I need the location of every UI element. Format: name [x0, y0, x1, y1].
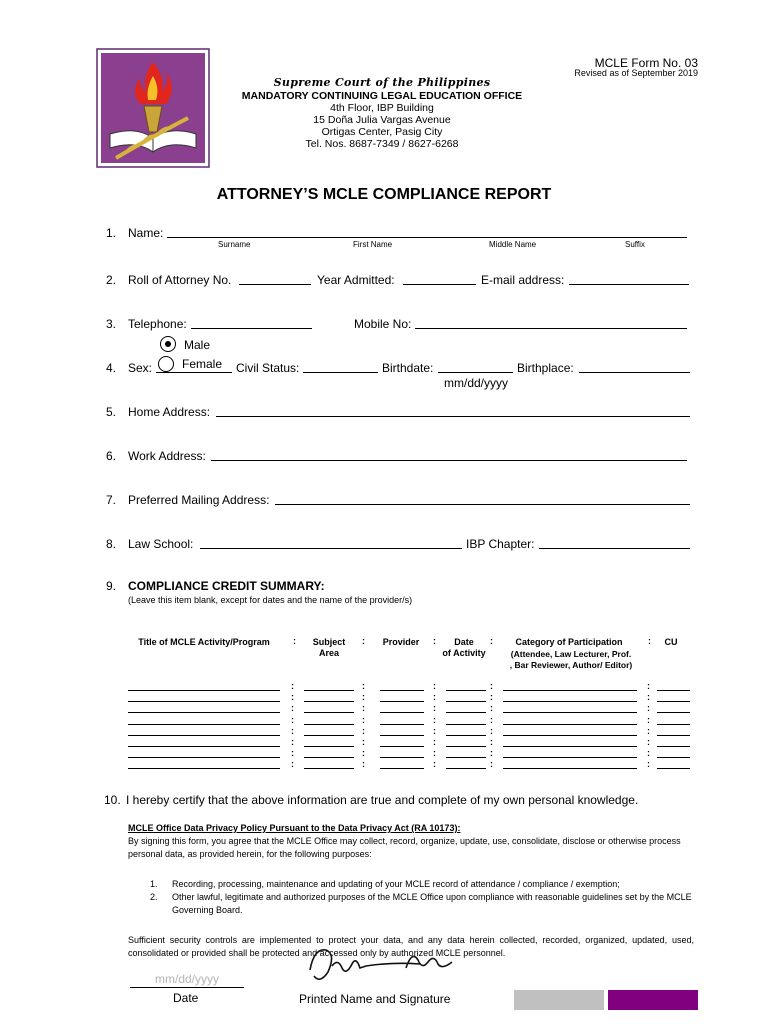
row-colon: : — [291, 725, 294, 736]
signature-line — [270, 987, 490, 988]
table-cell-line[interactable] — [304, 757, 354, 758]
table-cell-line[interactable] — [128, 690, 280, 691]
table-cell-line[interactable] — [380, 701, 424, 702]
row-colon: : — [647, 714, 650, 725]
sex-male-radio[interactable] — [160, 336, 176, 352]
row-colon: : — [433, 725, 436, 736]
table-cell-line[interactable] — [503, 746, 637, 747]
footer-purple-bar — [608, 990, 698, 1010]
field-home-row: 5. Home Address: — [106, 405, 211, 419]
court-name: Supreme Court of the Philippines — [273, 76, 491, 89]
table-cell-line[interactable] — [657, 712, 690, 713]
row-colon: : — [433, 714, 436, 725]
row-colon: : — [362, 692, 365, 703]
col-category-note: (Attendee, Law Lecturer, Prof. , Bar Reviewer, Author/ Editor) — [509, 649, 633, 670]
row-colon: : — [647, 759, 650, 770]
table-cell-line[interactable] — [503, 690, 637, 691]
table-cell-line[interactable] — [503, 724, 637, 725]
row-colon: : — [490, 714, 493, 725]
privacy-item-1-num: 1. — [150, 879, 158, 889]
work-address-label: Work Address: — [128, 449, 206, 463]
sex-label: Sex: — [128, 361, 153, 375]
row-colon: : — [291, 737, 294, 747]
report-title: ATTORNEY’S MCLE COMPLIANCE REPORT — [216, 186, 552, 203]
row-colon: : — [490, 703, 493, 714]
privacy-heading: MCLE Office Data Privacy Policy Pursuant to the Data Privacy Act (RA 10173): — [128, 823, 461, 833]
row-colon: : — [362, 748, 365, 759]
table-cell-line[interactable] — [503, 701, 637, 702]
row-colon: : — [490, 737, 493, 747]
privacy-intro: By signing this form, you agree that the MCLE Office may collect, record, organize, update, use, consolidate, disclose or otherwise process personal data, as provided herein, for the following purposes: — [128, 836, 681, 859]
address-line-3: Ortigas Center, Pasig City — [321, 126, 443, 138]
form-number: MCLE Form No. 03 — [594, 56, 698, 70]
table-cell-line[interactable] — [128, 701, 280, 702]
table-cell-line[interactable] — [657, 701, 690, 702]
certify-text: I hereby certify that the above information are true and complete of my own personal knowledge. — [126, 793, 639, 807]
table-cell-line[interactable] — [446, 735, 486, 736]
table-cell-line[interactable] — [657, 768, 690, 769]
header-colon: : — [490, 636, 493, 646]
table-cell-line[interactable] — [446, 757, 486, 758]
row-colon: : — [647, 692, 650, 703]
field-telephone-row: 3. Telephone: — [106, 317, 187, 331]
row-colon: : — [490, 748, 493, 759]
table-cell-line[interactable] — [446, 712, 486, 713]
mobile-input[interactable] — [415, 328, 687, 329]
table-cell-line[interactable] — [503, 712, 637, 713]
row-colon: : — [291, 692, 294, 703]
suffix-caption: Suffix — [625, 240, 645, 249]
table-cell-line[interactable] — [380, 712, 424, 713]
table-cell-line[interactable] — [503, 735, 637, 736]
row-colon: : — [433, 681, 436, 691]
table-cell-line[interactable] — [304, 735, 354, 736]
row-colon: : — [490, 725, 493, 736]
table-cell-line[interactable] — [446, 690, 486, 691]
ibp-chapter-label: IBP Chapter: — [466, 537, 535, 551]
birthdate-label: Birthdate: — [382, 361, 434, 375]
table-cell-line[interactable] — [380, 690, 424, 691]
header-colon: : — [362, 636, 365, 646]
date-input-placeholder[interactable]: mm/dd/yyyy — [155, 972, 220, 986]
field-work-row: 6. Work Address: — [106, 449, 206, 463]
row-colon: : — [647, 737, 650, 747]
table-cell-line[interactable] — [128, 712, 280, 713]
row-colon: : — [490, 681, 493, 691]
row-colon: : — [433, 737, 436, 747]
col-provider-header: Provider — [382, 637, 420, 647]
field-name-row: 1. Name: — [106, 226, 164, 240]
table-cell-line[interactable] — [304, 712, 354, 713]
row-colon: : — [362, 725, 365, 736]
middle-name-caption: Middle Name — [489, 240, 537, 249]
telephone-numbers: Tel. Nos. 8687-7349 / 8627-6268 — [305, 138, 459, 150]
mailing-address-input[interactable] — [275, 504, 690, 505]
address-line-2: 15 Doña Julia Vargas Avenue — [313, 114, 451, 126]
col-date-header: Date of Activity — [442, 637, 486, 658]
sex-male-label: Male — [184, 338, 211, 352]
table-cell-line[interactable] — [446, 724, 486, 725]
table-cell-line[interactable] — [380, 746, 424, 747]
birthplace-input[interactable] — [579, 372, 690, 373]
col-title-header: Title of MCLE Activity/Program — [138, 637, 270, 647]
table-cell-line[interactable] — [380, 724, 424, 725]
row-colon: : — [433, 748, 436, 759]
compliance-note: (Leave this item blank, except for dates and the name of the provider/s) — [128, 595, 413, 605]
row-colon: : — [291, 714, 294, 725]
row-colon: : — [647, 703, 650, 714]
row-colon: : — [433, 692, 436, 703]
row-colon: : — [647, 725, 650, 736]
col-category-header: Category of Participation — [515, 637, 623, 647]
office-name: MANDATORY CONTINUING LEGAL EDUCATION OFFICE — [241, 90, 523, 102]
row-colon: : — [647, 748, 650, 759]
table-cell-line[interactable] — [128, 735, 280, 736]
date-caption: Date — [173, 991, 199, 1005]
footer-grey-bar — [514, 990, 604, 1010]
header-colon: : — [433, 636, 436, 646]
birthdate-format-hint: mm/dd/yyyy — [444, 376, 509, 390]
home-address-label: Home Address: — [128, 405, 211, 419]
table-cell-line[interactable] — [657, 690, 690, 691]
table-cell-line[interactable] — [657, 724, 690, 725]
privacy-item-2: Other lawful, legitimate and authorized purposes of the MCLE Office upon compliance with reasonable guidelines set by the MCLE Governing Board. — [172, 892, 692, 915]
home-address-input[interactable] — [216, 416, 690, 417]
name-input[interactable] — [167, 237, 687, 238]
row-colon: : — [362, 681, 365, 691]
certify-row: 10. I hereby certify that the above information are true and complete of my own personal knowledge. — [104, 793, 639, 807]
table-cell-line[interactable] — [446, 746, 486, 747]
row-colon: : — [433, 703, 436, 714]
privacy-item-1: Recording, processing, maintenance and updating of your MCLE record of attendance / compliance / exemption; — [172, 879, 620, 889]
row-colon: : — [291, 759, 294, 770]
email-label: E-mail address: — [481, 273, 565, 287]
mailing-address-label: Preferred Mailing Address: — [128, 493, 270, 507]
mobile-label: Mobile No: — [354, 317, 412, 331]
table-cell-line[interactable] — [503, 757, 637, 758]
header-colon: : — [648, 636, 651, 646]
email-input[interactable] — [569, 284, 689, 285]
sex-line — [156, 372, 232, 373]
civil-status-input[interactable] — [303, 372, 378, 373]
sex-female-radio[interactable] — [158, 356, 174, 372]
field-sex-row: 4. Sex: — [106, 361, 153, 375]
table-cell-line[interactable] — [128, 768, 280, 769]
signature-caption: Printed Name and Signature — [299, 992, 451, 1006]
year-admitted-label: Year Admitted: — [317, 273, 395, 287]
row-colon: : — [362, 737, 365, 747]
header-colon: : — [293, 636, 296, 646]
col-cu-header: CU — [664, 637, 678, 647]
row-colon: : — [647, 681, 650, 691]
birthdate-input[interactable] — [438, 372, 513, 373]
roll-label: Roll of Attorney No. — [128, 273, 232, 287]
row-colon: : — [362, 759, 365, 770]
civil-status-label: Civil Status: — [236, 361, 300, 375]
compliance-heading: COMPLIANCE CREDIT SUMMARY: — [128, 579, 325, 593]
row-colon: : — [362, 703, 365, 714]
row-colon: : — [490, 692, 493, 703]
address-line-1: 4th Floor, IBP Building — [330, 102, 434, 114]
table-cell-line[interactable] — [657, 735, 690, 736]
first-name-caption: First Name — [353, 240, 393, 249]
table-cell-line[interactable] — [304, 701, 354, 702]
table-cell-line[interactable] — [304, 724, 354, 725]
table-cell-line[interactable] — [380, 735, 424, 736]
telephone-input[interactable] — [191, 328, 312, 329]
table-cell-line[interactable] — [380, 757, 424, 758]
row-colon: : — [362, 714, 365, 725]
table-cell-line[interactable] — [446, 701, 486, 702]
handwritten-signature — [302, 940, 462, 988]
row-colon: : — [291, 748, 294, 759]
table-cell-line[interactable] — [446, 768, 486, 769]
field-mailing-row: 7. Preferred Mailing Address: — [106, 493, 270, 507]
law-school-input[interactable] — [200, 548, 462, 549]
table-cell-line[interactable] — [304, 768, 354, 769]
name-label: Name: — [128, 226, 164, 240]
telephone-label: Telephone: — [128, 317, 187, 331]
date-signature-line — [130, 987, 244, 988]
col-subject-header: Subject Area — [312, 637, 346, 658]
roll-number-input[interactable] — [239, 284, 311, 285]
field-school-row: 8. Law School: — [106, 537, 194, 551]
table-cell-line[interactable] — [657, 746, 690, 747]
table-cell-line[interactable] — [304, 746, 354, 747]
year-admitted-input[interactable] — [403, 284, 476, 285]
table-cell-line[interactable] — [128, 746, 280, 747]
revision-date: Revised as of September 2019 — [574, 68, 698, 78]
row-colon: : — [433, 759, 436, 770]
row-colon: : — [291, 703, 294, 714]
privacy-security: Sufficient security controls are implemented to protect your data, and any data herein collected, recorded, organized, updated, used, consolidated or provided shall be protected and accessed only by authorized MCLE personnel. — [128, 935, 694, 958]
table-cell-line[interactable] — [128, 724, 280, 725]
row-colon: : — [490, 759, 493, 770]
row-colon: : — [291, 681, 294, 691]
table-cell-line[interactable] — [380, 768, 424, 769]
privacy-item-2-num: 2. — [150, 892, 158, 902]
table-cell-line[interactable] — [503, 768, 637, 769]
ibp-chapter-input[interactable] — [539, 548, 690, 549]
field-compliance-row: 9. COMPLIANCE CREDIT SUMMARY: — [106, 579, 325, 593]
table-cell-line[interactable] — [657, 757, 690, 758]
field-roll-row: 2. Roll of Attorney No. — [106, 273, 232, 287]
birthplace-label: Birthplace: — [517, 361, 574, 375]
law-school-label: Law School: — [128, 537, 194, 551]
work-address-input[interactable] — [211, 460, 687, 461]
sex-female-label: Female — [182, 357, 223, 371]
surname-caption: Surname — [218, 240, 251, 249]
table-cell-line[interactable] — [304, 690, 354, 691]
mcle-torch-logo — [96, 48, 210, 168]
table-cell-line[interactable] — [128, 757, 280, 758]
